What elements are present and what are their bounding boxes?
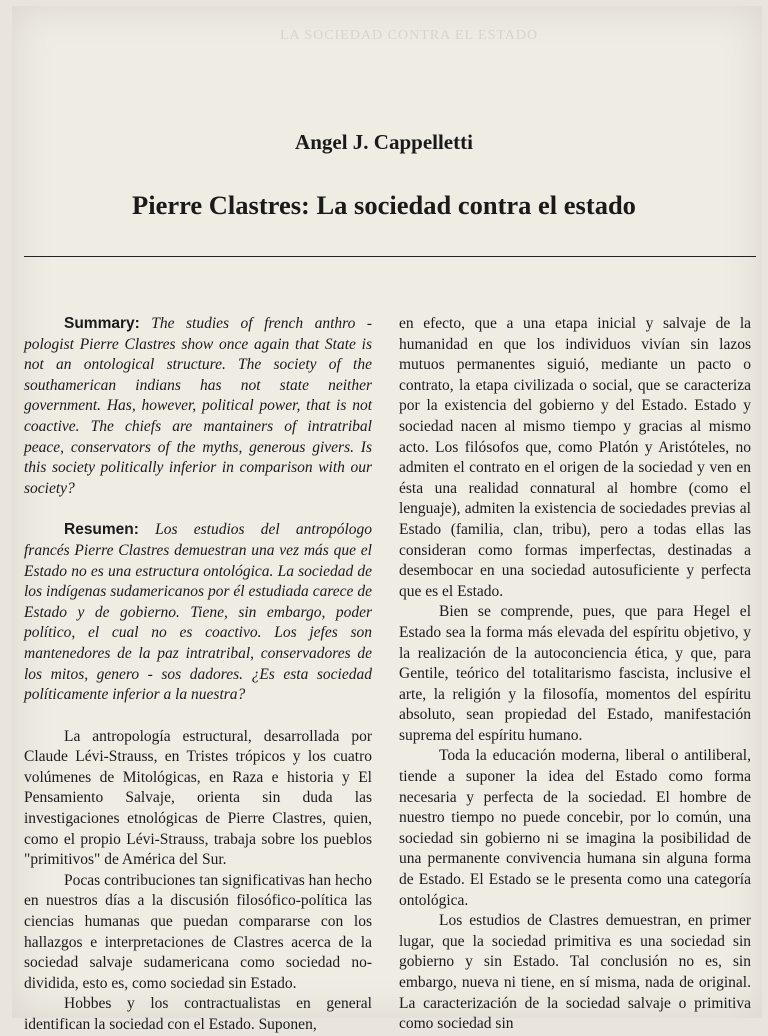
body-paragraph-6: Toda la educación moderna, liberal o antiliberal, tiende a suponer la idea del Estado como forma necesaria y perfecta de la sociedad. El hombre de nuestro tiempo no puede concebir, por lo común, una sociedad sin gobierno ni se imagina la posibilidad de una permanente convivencia humana sin alguna forma de Estado. El Estado se le presenta como una categoría ontológica. (399, 747, 751, 909)
body-paragraph-7: Los estudios de Clastres demuestran, en primer lugar, que la sociedad primitiva es una sociedad sin gobierno y sin Estado. Tal conclusión no es, sin embargo, nueva ni tiene, en sí misma, nada de original. La caracterización de la sociedad salvaje o primitiva como sociedad sin (399, 912, 751, 1033)
bleed-through-running-head: LA SOCIEDAD CONTRA EL ESTADO (280, 28, 539, 43)
body-paragraph-3: Hobbes y los contractualistas en general identifican la sociedad con el Estado. Suponen, (24, 995, 372, 1033)
right-column (399, 314, 751, 1035)
resumen-text: Los estudios del antropólogo francés Pierre Clastres demuestran una vez más que el Estado no es una estructura ontológica. La sociedad de los indígenas sudamericanos por él estudiada carece de Estado y de gobierno. Tiene, sin embargo, poder político, el cual no es coactivo. Los jefes son mantenedores de la paz intratribal, conservadores de los mitos, genero - sos dadores. ¿Es esta sociedad políticamente inferior a la nuestra? (24, 521, 373, 704)
title-rule (24, 256, 756, 257)
summary-label: Summary: (64, 315, 140, 332)
article-title: Pierre Clastres: La sociedad contra el estado (132, 190, 636, 220)
resumen-label: Resumen: (64, 521, 139, 539)
body-paragraph-1: La antropología estructural, desarrollada por Claude Lévi-Strauss, en Tristes trópicos y los cuatro volúmenes de Mitológicas, en Raza e historia y El Pensamiento Salvaje, orienta sin duda las investigaciones etnológicas de Pierre Clastres, quien, como el propio Lévi-Strauss, trabaja sobre los pueblos "primitivos" de América del Sur. (24, 727, 372, 869)
body-paragraph-2: Pocas contribuciones tan significativas han hecho en nuestros días a la discusión filosófico-política las ciencias humanas que puedan compararse con los hallazgos e interpretaciones de Clastres acerca de la sociedad salvaje sudamericana como sociedad no-dividida, esto es, como sociedad sin Estado. (24, 871, 372, 992)
summary-paragraph (24, 314, 372, 499)
body-paragraph-5: Bien se comprende, pues, que para Hegel el Estado sea la forma más elevada del espíritu objetivo, y la realización de la autoconciencia ética, y que, para Gentile, teórico del totalitarismo fascista, inclusive el arte, la religión y la filosofía, momentos del espíritu absoluto, sean propiedad del Estado, manifestación suprema del espíritu humano. (399, 603, 751, 744)
resumen-paragraph (24, 520, 372, 705)
left-column (24, 314, 372, 1036)
body-paragraph-4: en efecto, que a una etapa inicial y salvaje de la humanidad en que los individuos vivían sin lazos mutuos permanentes siguió, mediante un pacto o contrato, la etapa civilizada o social, que se caracteriza por la existencia del gobierno y del Estado. Estado y sociedad nacen al mismo tiempo y gracias al mismo acto. Los filósofos que, como Platón y Aristóteles, no admiten el contrato en el origen de la sociedad y ven en ésta una realidad connatural al hombre (como el lenguaje), admiten la existencia de sociedades previas al Estado (familia, clan, tribu), pero a todas ellas las consideran como formas imperfectas, destinadas a desembocar en una sociedad autosuficiente y perfecta que es el Estado. (399, 315, 751, 600)
author-name: Angel J. Cappelletti (295, 130, 473, 154)
summary-text: The studies of french anthro - pologist Pierre Clastres show once again that State is not an ontological structure. The society of the southamerican indians has not state neither government. Has, however, political power, that is not coactive. The chiefs are mantainers of intratribal peace, conservators of the myths, generous givers. Is this society politically inferior in comparison with our society? (24, 315, 373, 497)
